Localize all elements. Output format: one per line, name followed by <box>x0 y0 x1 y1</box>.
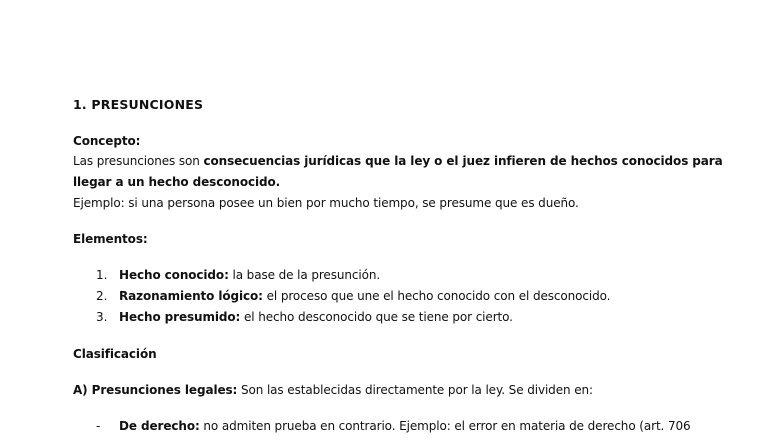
bullet-1-term: De derecho: <box>119 419 200 433</box>
concepto-line-1 <box>73 151 723 172</box>
concepto-line-1-bold: consecuencias jurídicas que la ley o el juez infieren de hechos conocidos para <box>203 154 723 168</box>
presunciones-legales-line <box>73 380 593 401</box>
elementos-item-3-term: Hecho presumido: <box>119 310 241 324</box>
elementos-item-2-text: el proceso que une el hecho conocido con el desconocido. <box>262 289 611 303</box>
presunciones-legales-text: Son las establecidas directamente por la ley. Se dividen en: <box>237 383 593 397</box>
elementos-item-3 <box>119 307 513 328</box>
clasificacion-heading: Clasificación <box>73 347 157 361</box>
elementos-item-1-term: Hecho conocido: <box>119 268 229 282</box>
bullet-1-marker: - <box>96 419 101 433</box>
elementos-item-2-term: Razonamiento lógico: <box>119 289 263 303</box>
elementos-item-3-text: el hecho desconocido que se tiene por cierto. <box>240 310 513 324</box>
concepto-line-2: llegar a un hecho desconocido. <box>73 175 281 189</box>
section-title: 1. PRESUNCIONES <box>73 97 204 112</box>
elementos-item-1-marker: 1. <box>96 268 108 282</box>
bullet-1 <box>119 416 691 437</box>
elementos-item-2 <box>119 286 610 307</box>
elementos-item-1-text: la base de la presunción. <box>228 268 381 282</box>
concepto-heading: Concepto: <box>73 134 141 148</box>
bullet-1-text: no admiten prueba en contrario. Ejemplo: el error en materia de derecho (art. 706 <box>199 419 691 433</box>
elementos-item-2-marker: 2. <box>96 289 108 303</box>
concepto-line-1-text: Las presunciones son <box>73 154 204 168</box>
elementos-item-1 <box>119 265 380 286</box>
concepto-example: Ejemplo: si una persona posee un bien por mucho tiempo, se presume que es dueño. <box>73 196 579 210</box>
presunciones-legales-term: A) Presunciones legales: <box>73 383 238 397</box>
elementos-heading: Elementos: <box>73 232 148 246</box>
elementos-item-3-marker: 3. <box>96 310 108 324</box>
